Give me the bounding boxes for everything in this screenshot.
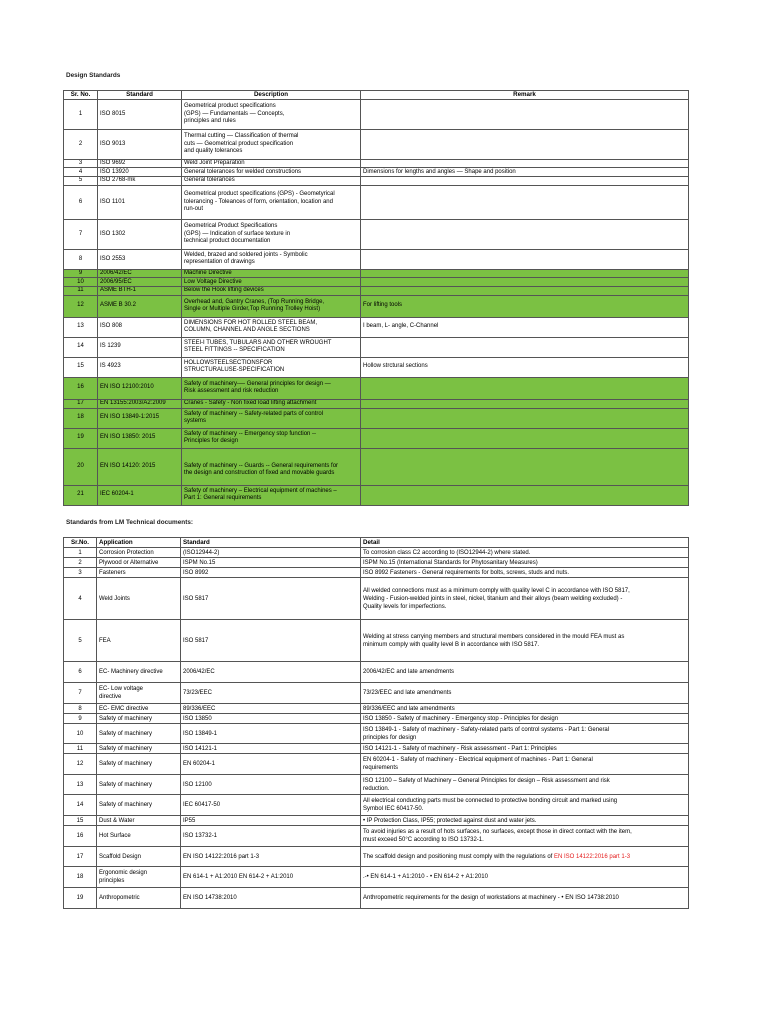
description-cell: STEEl-I TUBES, TUBULARS AND OTHER WROUGHT STEEL FITTINGS -- SPECIFICATION bbox=[182, 337, 361, 357]
table-row bbox=[64, 714, 689, 724]
standard-cell: ASME B 30.2 bbox=[98, 295, 182, 317]
description-cell: Weld Joint Preparation bbox=[182, 160, 361, 168]
description-cell: Cranes - Safety - Non fixed load lifting attachment bbox=[182, 399, 361, 408]
table-row bbox=[64, 168, 689, 177]
description-cell: Low Voltage Directive bbox=[182, 278, 361, 287]
table-row bbox=[64, 428, 689, 448]
table-row bbox=[64, 377, 689, 399]
row-number: 3 bbox=[64, 568, 97, 578]
header-sr-no: Sr. No. bbox=[64, 91, 98, 100]
row-number: 19 bbox=[64, 428, 98, 448]
description-cell: Machine Directive bbox=[182, 269, 361, 277]
remark-cell bbox=[361, 399, 689, 408]
description-cell: Geometrical product specifications (GPS) — Fundamentals — Concepts, principles and rules bbox=[182, 100, 361, 130]
detail-cell: All welded connections must as a minimum comply with quality level C in accordance with ISO 5817, Welding - Fusion-welded joints in steel, nickel, titanium and their alloys (beam welding excluded) - Quality levels for imperfections. bbox=[361, 578, 689, 620]
application-cell: Safety of machinery bbox=[97, 724, 181, 744]
row-number: 2 bbox=[64, 130, 98, 160]
header-application: Application bbox=[97, 538, 181, 548]
detail-cell: To avoid injuries as a result of hots surfaces, no surfaces, except those in direct contact with the item, must exceed 50°C according to ISO 13732-1. bbox=[361, 826, 689, 847]
row-number: 10 bbox=[64, 278, 98, 287]
row-number: 7 bbox=[64, 219, 98, 249]
detail-cell: 73/23/EEC and late amendments bbox=[361, 683, 689, 704]
detail-cell: .-• EN 614-1 + A1:2010 - • EN 614-2 + A1:2010 bbox=[361, 867, 689, 888]
row-number: 1 bbox=[64, 548, 97, 558]
row-number: 12 bbox=[64, 754, 97, 775]
table-row bbox=[64, 816, 689, 826]
row-number: 8 bbox=[64, 704, 97, 714]
standard-cell: EN 13155:2003/A2:2009 bbox=[98, 399, 182, 408]
table-header-row bbox=[64, 91, 689, 100]
detail-cell bbox=[361, 847, 689, 867]
row-number: 6 bbox=[64, 662, 97, 683]
table-row bbox=[64, 295, 689, 317]
table-row bbox=[64, 278, 689, 287]
row-number: 1 bbox=[64, 100, 98, 130]
description-cell: Thermal cutting — Classification of thermal cuts — Geometrical product specification and quality tolerances bbox=[182, 130, 361, 160]
description-cell: Safety of machinery-— General principles for design — Risk assessment and risk reduction bbox=[182, 377, 361, 399]
table-row bbox=[64, 408, 689, 428]
description-cell: Safety of machinery -- Emergency stop function -- Principles for design bbox=[182, 428, 361, 448]
application-cell: Fasteners bbox=[97, 568, 181, 578]
standard-cell: 89/336/EEC bbox=[181, 704, 361, 714]
standard-cell: ASME BTH-1 bbox=[98, 287, 182, 295]
header-detail: Detail bbox=[361, 538, 689, 548]
row-number: 6 bbox=[64, 185, 98, 219]
table-row bbox=[64, 317, 689, 337]
description-cell: Overhead and, Gantry Cranes, (Top Running Bridge, Single or Multiple Girder,Top Running Trolley Hoist) bbox=[182, 295, 361, 317]
standard-cell: EN 614-1 + A1:2010 EN 614-2 + A1:2010 bbox=[181, 867, 361, 888]
standard-cell: ISO 13850 bbox=[181, 714, 361, 724]
standard-cell: ISO 1101 bbox=[98, 185, 182, 219]
table-row bbox=[64, 888, 689, 909]
standard-cell: 2006/42/EC bbox=[181, 662, 361, 683]
application-cell: Safety of machinery bbox=[97, 714, 181, 724]
application-cell: Weld Joints bbox=[97, 578, 181, 620]
table-row bbox=[64, 160, 689, 168]
table-row bbox=[64, 337, 689, 357]
table-row bbox=[64, 847, 689, 867]
standard-cell: ISO 13849-1 bbox=[181, 724, 361, 744]
application-cell: Safety of machinery bbox=[97, 775, 181, 795]
remark-cell bbox=[361, 100, 689, 130]
application-cell: EC- Low voltage directive bbox=[97, 683, 181, 704]
detail-cell: ISO 13850 - Safety of machinery - Emergency stop - Principles for design bbox=[361, 714, 689, 724]
section-heading-design-standards: Design Standards bbox=[66, 72, 121, 79]
table-row bbox=[64, 548, 689, 558]
remark-cell bbox=[361, 377, 689, 399]
row-number: 14 bbox=[64, 337, 98, 357]
table-header-row bbox=[64, 538, 689, 548]
row-number: 3 bbox=[64, 160, 98, 168]
row-number: 21 bbox=[64, 485, 98, 505]
standard-cell: EN ISO 13850: 2015 bbox=[98, 428, 182, 448]
table-row bbox=[64, 100, 689, 130]
description-cell: HOLLOWSTEELSECTIONSFOR STRUCTURALUSE-SPECIFICATION bbox=[182, 357, 361, 377]
table-row bbox=[64, 568, 689, 578]
standard-cell: ISO 808 bbox=[98, 317, 182, 337]
detail-cell: 2006/42/EC and late amendments bbox=[361, 662, 689, 683]
row-number: 19 bbox=[64, 888, 97, 909]
table-row bbox=[64, 795, 689, 816]
standard-cell: ISO 12100 bbox=[181, 775, 361, 795]
row-number: 12 bbox=[64, 295, 98, 317]
standard-cell: ISO 13920 bbox=[98, 168, 182, 177]
detail-cell: ISO 12100 – Safety of Machinery – General Principles for design – Risk assessment and risk reduction. bbox=[361, 775, 689, 795]
detail-cell: • IP Protection Class, IP55; protected against dust and water jets. bbox=[361, 816, 689, 826]
standard-cell: IP55 bbox=[181, 816, 361, 826]
row-number: 18 bbox=[64, 867, 97, 888]
table-row bbox=[64, 399, 689, 408]
row-number: 4 bbox=[64, 578, 97, 620]
application-cell: EC- Machinery directive bbox=[97, 662, 181, 683]
row-number: 5 bbox=[64, 177, 98, 185]
standard-cell: IS 1239 bbox=[98, 337, 182, 357]
application-cell: Safety of machinery bbox=[97, 795, 181, 816]
description-cell: General tolerances bbox=[182, 177, 361, 185]
standard-cell: 2006/95/EC bbox=[98, 278, 182, 287]
application-cell: Plywood or Alternative bbox=[97, 558, 181, 568]
detail-cell: 89/336/EEC and late amendments bbox=[361, 704, 689, 714]
description-cell: Welded, brazed and soldered joints - Symbolic representation of drawings bbox=[182, 249, 361, 269]
detail-cell: ISO 13849-1 - Safety of machinery - Safety-related parts of control systems - Part 1: General principles for design bbox=[361, 724, 689, 744]
table-row bbox=[64, 826, 689, 847]
row-number: 11 bbox=[64, 744, 97, 754]
standard-cell: IEC 60417-50 bbox=[181, 795, 361, 816]
remark-cell bbox=[361, 428, 689, 448]
standard-cell: ISO 2553 bbox=[98, 249, 182, 269]
standard-cell: IEC 60204-1 bbox=[98, 485, 182, 505]
table-row bbox=[64, 867, 689, 888]
table-row bbox=[64, 269, 689, 277]
standard-cell: EN ISO 12100:2010 bbox=[98, 377, 182, 399]
standard-cell: 2006/42/EC bbox=[98, 269, 182, 277]
row-number: 17 bbox=[64, 847, 97, 867]
section-heading-lm-technical: Standards from LM Technical documents: bbox=[66, 519, 194, 526]
remark-cell bbox=[361, 177, 689, 185]
remark-cell bbox=[361, 287, 689, 295]
application-cell: Ergonomic design principles bbox=[97, 867, 181, 888]
detail-cell: ISO 14121-1 - Safety of machinery - Risk assessment - Part 1: Principles bbox=[361, 744, 689, 754]
standard-cell: 73/23/EEC bbox=[181, 683, 361, 704]
standard-cell: EN ISO 14122:2016 part 1-3 bbox=[181, 847, 361, 867]
description-cell: Safety of machinery – Electrical equipment of machines – Part 1: General requirements bbox=[182, 485, 361, 505]
table-row bbox=[64, 287, 689, 295]
application-cell: Corrosion Protection bbox=[97, 548, 181, 558]
standard-cell: ISO 9692 bbox=[98, 160, 182, 168]
row-number: 15 bbox=[64, 816, 97, 826]
standard-cell: EN ISO 13849-1:2015 bbox=[98, 408, 182, 428]
row-number: 4 bbox=[64, 168, 98, 177]
table-row bbox=[64, 185, 689, 219]
table-row bbox=[64, 130, 689, 160]
remark-cell bbox=[361, 219, 689, 249]
remark-cell bbox=[361, 130, 689, 160]
header-standard: Standard bbox=[181, 538, 361, 548]
remark-cell bbox=[361, 185, 689, 219]
standard-cell: IS 4923 bbox=[98, 357, 182, 377]
remark-cell bbox=[361, 160, 689, 168]
remark-cell bbox=[361, 278, 689, 287]
application-cell: Scaffold Design bbox=[97, 847, 181, 867]
row-number: 11 bbox=[64, 287, 98, 295]
header-standard: Standard bbox=[98, 91, 182, 100]
row-number: 18 bbox=[64, 408, 98, 428]
remark-cell bbox=[361, 485, 689, 505]
row-number: 13 bbox=[64, 775, 97, 795]
header-sr-no: Sr.No. bbox=[64, 538, 97, 548]
description-cell: Safety of machinery -- Safety-related parts of control systems bbox=[182, 408, 361, 428]
detail-highlight: EN ISO 14122:2016 part 1-3 bbox=[554, 853, 631, 860]
description-cell: Below the Hook lifting devices bbox=[182, 287, 361, 295]
table-row bbox=[64, 754, 689, 775]
table-row bbox=[64, 578, 689, 620]
table-row bbox=[64, 249, 689, 269]
standard-cell: ISO 8992 bbox=[181, 568, 361, 578]
description-cell: DIMENSIONS FOR HOT ROLLED STEEL BEAM, COLUMN, CHANNEL AND ANGLE SECTIONS bbox=[182, 317, 361, 337]
remark-cell: Hollow strctural sections bbox=[361, 357, 689, 377]
standard-cell: ISO 9013 bbox=[98, 130, 182, 160]
standard-cell: ISO 1302 bbox=[98, 219, 182, 249]
detail-cell: ISO 8992 Fasteners - General requirements for bolts, screws, studs and nuts. bbox=[361, 568, 689, 578]
row-number: 14 bbox=[64, 795, 97, 816]
row-number: 10 bbox=[64, 724, 97, 744]
application-cell: Safety of machinery bbox=[97, 744, 181, 754]
table-row bbox=[64, 662, 689, 683]
standard-cell: ISO 5817 bbox=[181, 620, 361, 662]
description-cell: General tolerances for welded constructions bbox=[182, 168, 361, 177]
table-row bbox=[64, 744, 689, 754]
row-number: 17 bbox=[64, 399, 98, 408]
remark-cell bbox=[361, 249, 689, 269]
table-row bbox=[64, 219, 689, 249]
remark-cell: I beam, L- angle, C-Channel bbox=[361, 317, 689, 337]
detail-cell: To corrosion class C2 according to (ISO12944-2) where stated. bbox=[361, 548, 689, 558]
table-row bbox=[64, 683, 689, 704]
row-number: 7 bbox=[64, 683, 97, 704]
standard-cell: EN ISO 14120: 2015 bbox=[98, 448, 182, 485]
standard-cell: ISO 13732-1 bbox=[181, 826, 361, 847]
remark-cell: For lifting tools bbox=[361, 295, 689, 317]
row-number: 5 bbox=[64, 620, 97, 662]
lm-technical-standards-table bbox=[63, 537, 689, 909]
row-number: 15 bbox=[64, 357, 98, 377]
table-row bbox=[64, 704, 689, 714]
row-number: 16 bbox=[64, 826, 97, 847]
table-row bbox=[64, 357, 689, 377]
detail-text: The scaffold design and positioning must comply with the regulations of bbox=[363, 853, 554, 860]
standard-cell: ISO 8015 bbox=[98, 100, 182, 130]
table-row bbox=[64, 177, 689, 185]
standard-cell: (ISO12944-2) bbox=[181, 548, 361, 558]
standard-cell: EN 60204-1 bbox=[181, 754, 361, 775]
detail-cell: EN 60204-1 - Safety of machinery - Electrical equipment of machines - Part 1: General requirements bbox=[361, 754, 689, 775]
description-cell: Geometrical product specifications (GPS) - Geometyrical tolerancing - Toleances of form, orientation, location and run-out bbox=[182, 185, 361, 219]
application-cell: EC- EMC directive bbox=[97, 704, 181, 714]
row-number: 9 bbox=[64, 714, 97, 724]
standard-cell: ISPM No.15 bbox=[181, 558, 361, 568]
design-standards-table bbox=[63, 90, 689, 506]
remark-cell: Dimensions for lengths and angles — Shape and position bbox=[361, 168, 689, 177]
row-number: 16 bbox=[64, 377, 98, 399]
remark-cell bbox=[361, 337, 689, 357]
detail-cell: Anthropometric requirements for the design of workstations at machinery - • EN ISO 14738:2010 bbox=[361, 888, 689, 909]
detail-cell: All electrical conducting parts must be connected to protective bonding circuit and marked using Symbol IEC 60417-50. bbox=[361, 795, 689, 816]
standard-cell: ISO 2768-mk bbox=[98, 177, 182, 185]
header-description: Description bbox=[182, 91, 361, 100]
row-number: 9 bbox=[64, 269, 98, 277]
table-row bbox=[64, 448, 689, 485]
table-row bbox=[64, 485, 689, 505]
table-row bbox=[64, 775, 689, 795]
standard-cell: EN ISO 14738:2010 bbox=[181, 888, 361, 909]
description-cell: Safety of machinery -- Guards -- General requirements for the design and construction of fixed and movable guards bbox=[182, 448, 361, 485]
table-row bbox=[64, 724, 689, 744]
row-number: 8 bbox=[64, 249, 98, 269]
standard-cell: ISO 5817 bbox=[181, 578, 361, 620]
description-cell: Geometrical Product Specifications (GPS) — Indication of surface texture in technical product documentation bbox=[182, 219, 361, 249]
row-number: 2 bbox=[64, 558, 97, 568]
detail-cell: Welding at stress carrying members and structural members considered in the mould FEA must as minimum comply with quality level B in accordance with ISO 5817. bbox=[361, 620, 689, 662]
detail-cell: ISPM No.15 (International Standards for Phytosanitary Measures) bbox=[361, 558, 689, 568]
remark-cell bbox=[361, 408, 689, 428]
header-remark: Remark bbox=[361, 91, 689, 100]
standard-cell: ISO 14121-1 bbox=[181, 744, 361, 754]
row-number: 13 bbox=[64, 317, 98, 337]
table-row bbox=[64, 558, 689, 568]
row-number: 20 bbox=[64, 448, 98, 485]
application-cell: FEA bbox=[97, 620, 181, 662]
remark-cell bbox=[361, 269, 689, 277]
application-cell: Anthropometric bbox=[97, 888, 181, 909]
application-cell: Dust & Water bbox=[97, 816, 181, 826]
table-row bbox=[64, 620, 689, 662]
application-cell: Safety of machinery bbox=[97, 754, 181, 775]
remark-cell bbox=[361, 448, 689, 485]
application-cell: Hot Surface bbox=[97, 826, 181, 847]
